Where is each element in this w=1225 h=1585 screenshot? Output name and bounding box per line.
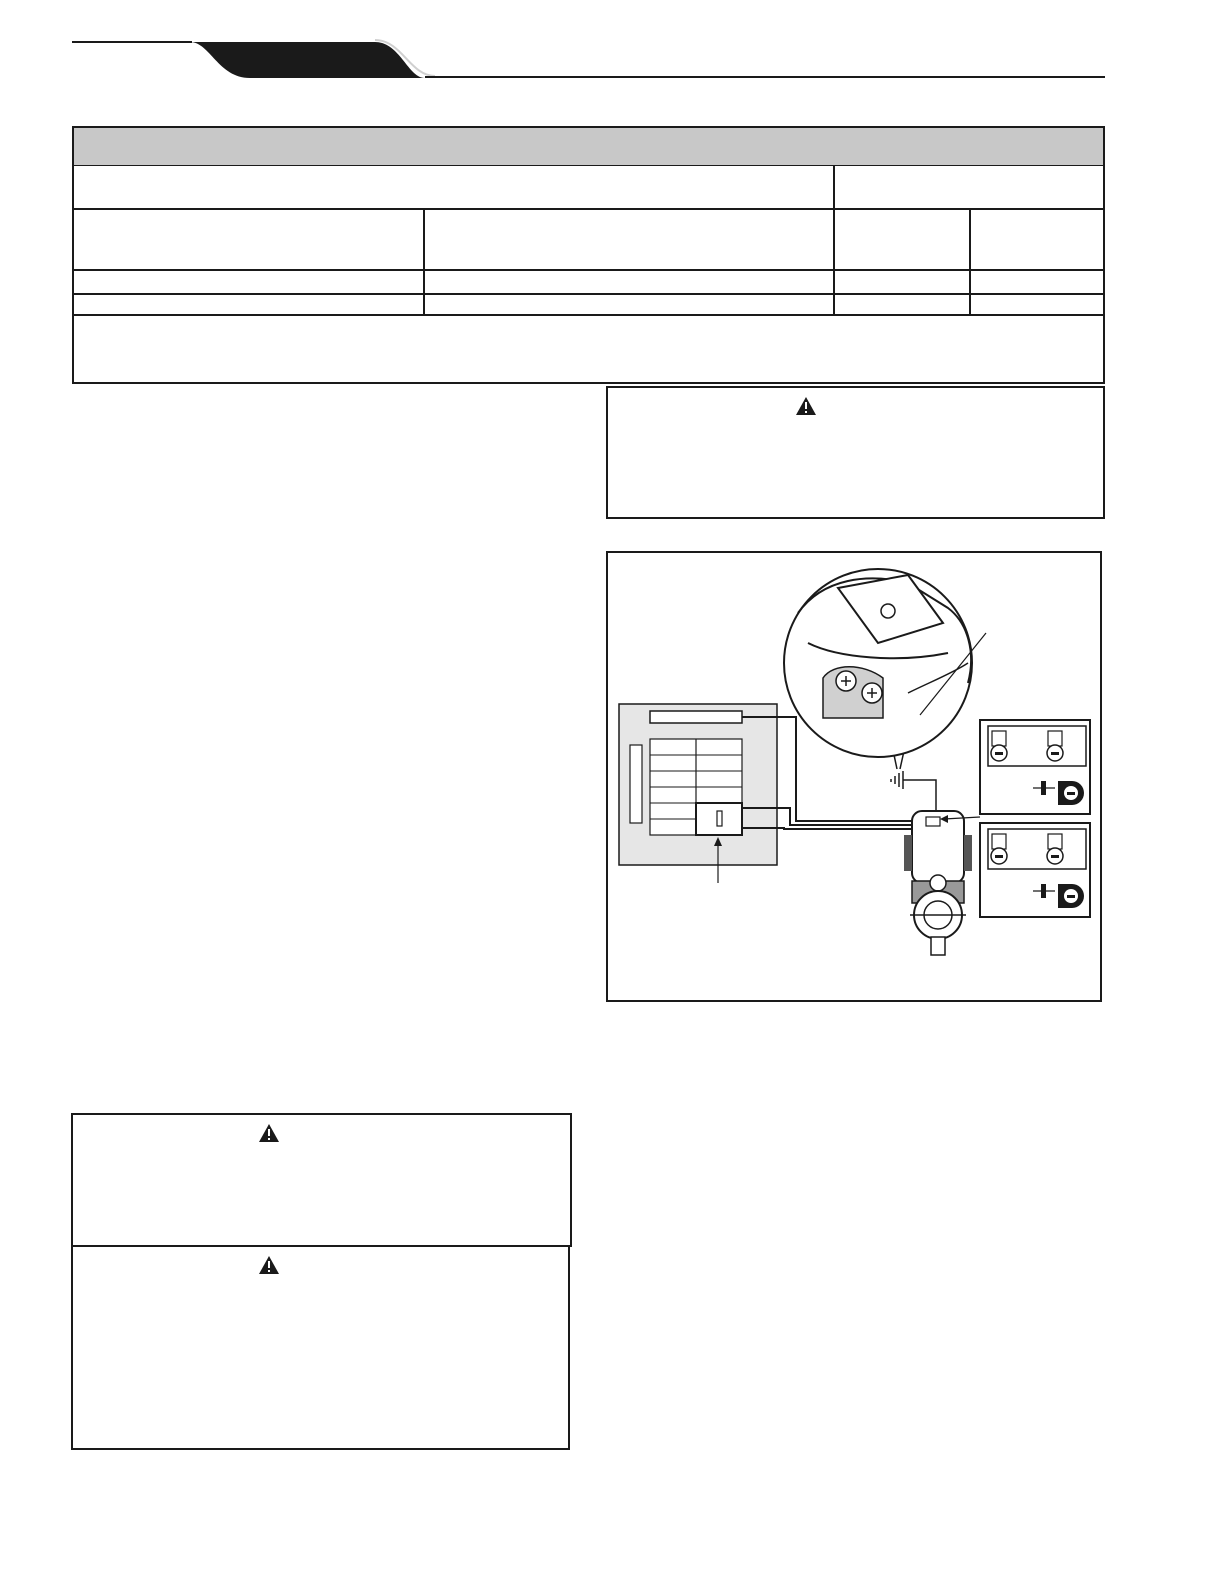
spec-table-header [74,128,1103,166]
table-divider [74,293,1103,295]
warning-triangle-icon [795,396,817,416]
table-divider [74,269,1103,271]
spec-table [72,126,1105,384]
warning-triangle-icon [258,1255,280,1275]
header-tab [180,38,440,80]
pump-motor-icon [904,811,980,955]
header-rule [425,76,1105,78]
breaker-panel-icon [619,704,777,883]
warning-box [71,1113,572,1247]
warning-box [71,1245,570,1450]
motor-detail-icon [784,569,986,757]
warning-box [606,386,1105,519]
table-column-divider [969,208,971,314]
header-rule-left [72,41,192,43]
table-divider [74,208,1103,210]
table-column-divider [833,166,835,314]
wiring-diagram [606,551,1102,1002]
wiring-diagram-art [608,553,1100,1000]
spec-table-note [74,316,1103,384]
warning-triangle-icon [258,1123,280,1143]
terminal-block-icon [980,720,1090,917]
table-column-divider [423,208,425,314]
